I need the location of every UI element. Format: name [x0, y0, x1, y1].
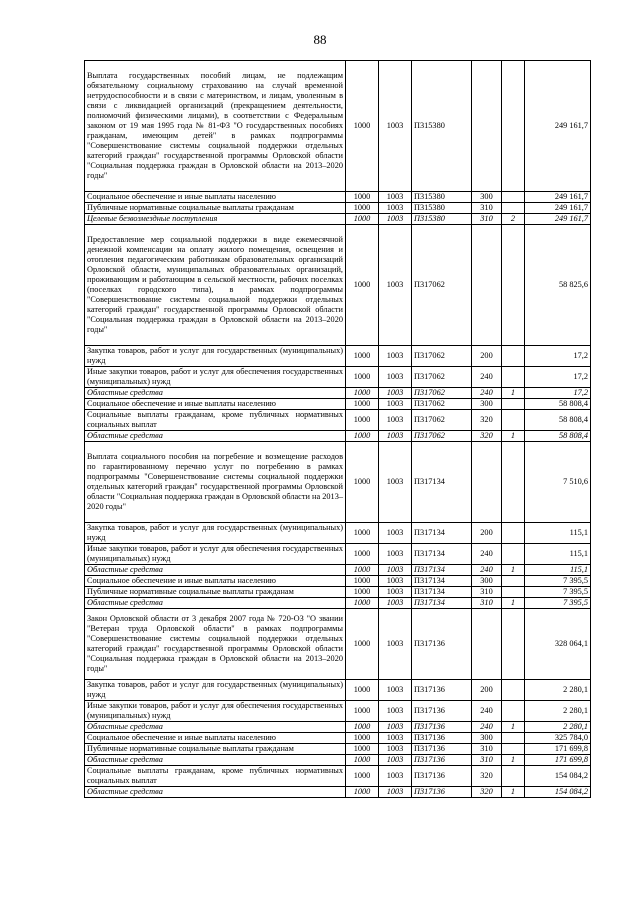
subsection-cell: 1003 [379, 766, 412, 787]
section-cell: 1000 [346, 388, 379, 399]
target-code-cell: П317136 [412, 733, 472, 744]
row-name-cell: Закупка товаров, работ и услуг для государственных (муниципальных) нужд [85, 523, 346, 544]
table-row [85, 225, 591, 346]
section-cell: 1000 [346, 766, 379, 787]
expense-type-cell: 310 [472, 214, 502, 225]
section-cell: 1000 [346, 367, 379, 388]
target-code-cell: П317134 [412, 523, 472, 544]
amount-cell: 249 161,7 [525, 61, 591, 192]
expense-type-cell: 300 [472, 399, 502, 410]
target-code-cell: П317136 [412, 701, 472, 722]
subsection-cell: 1003 [379, 544, 412, 565]
expense-type-cell [472, 442, 502, 523]
target-code-cell: П317062 [412, 399, 472, 410]
table-row [85, 367, 591, 388]
amount-cell: 17,2 [525, 367, 591, 388]
amount-cell: 115,1 [525, 565, 591, 576]
subsection-cell: 1003 [379, 442, 412, 523]
table-row [85, 544, 591, 565]
target-code-cell: П315380 [412, 192, 472, 203]
amount-cell: 249 161,7 [525, 203, 591, 214]
funding-source-cell: 2 [502, 214, 525, 225]
section-cell: 1000 [346, 442, 379, 523]
subsection-cell: 1003 [379, 523, 412, 544]
target-code-cell: П317134 [412, 442, 472, 523]
section-cell: 1000 [346, 576, 379, 587]
expense-type-cell [472, 225, 502, 346]
section-cell: 1000 [346, 214, 379, 225]
subsection-cell: 1003 [379, 576, 412, 587]
amount-cell: 249 161,7 [525, 214, 591, 225]
row-name-cell: Целевые безвозмездные поступления [85, 214, 346, 225]
expense-type-cell: 310 [472, 744, 502, 755]
funding-source-cell [502, 203, 525, 214]
table-row [85, 766, 591, 787]
subsection-cell: 1003 [379, 388, 412, 399]
expense-type-cell: 240 [472, 367, 502, 388]
amount-cell: 171 699,8 [525, 744, 591, 755]
table-row [85, 442, 591, 523]
target-code-cell: П317134 [412, 576, 472, 587]
expense-type-cell: 310 [472, 598, 502, 609]
target-code-cell: П317134 [412, 598, 472, 609]
section-cell: 1000 [346, 410, 379, 431]
section-cell: 1000 [346, 733, 379, 744]
target-code-cell: П317136 [412, 680, 472, 701]
subsection-cell: 1003 [379, 410, 412, 431]
row-name-cell: Выплата государственных пособий лицам, не подлежащим обязательному социальному страхованию на случай временной нетрудоспособности и в связи с материнством, и лицам, уволенным в связи с ликвидацией организаций (прекращением деятельности, полномочий физическими лицами), в соответствии с Федеральным законом от 19 мая 1995 года № 81-ФЗ "О государственных пособиях гражданам, имеющим детей" в рамках подпрограммы "Совершенствование системы социальной поддержки отдельных категорий граждан" государственной программы Орловской области "Социальная поддержка граждан в Орловской области на 2013–2020 годы" [85, 61, 346, 192]
section-cell: 1000 [346, 544, 379, 565]
funding-source-cell: 1 [502, 431, 525, 442]
section-cell: 1000 [346, 609, 379, 680]
expense-type-cell: 320 [472, 431, 502, 442]
subsection-cell: 1003 [379, 203, 412, 214]
funding-source-cell [502, 225, 525, 346]
expense-type-cell: 320 [472, 410, 502, 431]
expense-type-cell: 310 [472, 203, 502, 214]
amount-cell: 2 280,1 [525, 680, 591, 701]
expense-type-cell: 300 [472, 576, 502, 587]
subsection-cell: 1003 [379, 680, 412, 701]
section-cell: 1000 [346, 399, 379, 410]
amount-cell: 249 161,7 [525, 192, 591, 203]
table-row [85, 523, 591, 544]
funding-source-cell: 1 [502, 722, 525, 733]
section-cell: 1000 [346, 598, 379, 609]
table-row [85, 598, 591, 609]
funding-source-cell [502, 609, 525, 680]
row-name-cell: Закон Орловской области от 3 декабря 2007 года № 720-ОЗ "О звании "Ветеран труда Орловской области" в рамках подпрограммы "Совершенствование системы социальной поддержки отдельных категорий граждан" государственной программы Орловской области "Социальная поддержка граждан в Орловской области на 2013–2020 годы" [85, 609, 346, 680]
expense-type-cell: 240 [472, 701, 502, 722]
table-row [85, 680, 591, 701]
table-row [85, 733, 591, 744]
expense-type-cell: 240 [472, 722, 502, 733]
amount-cell: 7 395,5 [525, 587, 591, 598]
funding-source-cell [502, 680, 525, 701]
subsection-cell: 1003 [379, 399, 412, 410]
amount-cell: 2 280,1 [525, 701, 591, 722]
target-code-cell: П317136 [412, 755, 472, 766]
funding-source-cell: 1 [502, 598, 525, 609]
table-row [85, 565, 591, 576]
expense-type-cell: 240 [472, 544, 502, 565]
table-row [85, 388, 591, 399]
target-code-cell: П317136 [412, 787, 472, 798]
funding-source-cell [502, 410, 525, 431]
table-row [85, 203, 591, 214]
section-cell: 1000 [346, 680, 379, 701]
funding-source-cell: 1 [502, 565, 525, 576]
subsection-cell: 1003 [379, 587, 412, 598]
target-code-cell: П317062 [412, 346, 472, 367]
amount-cell: 7 395,5 [525, 576, 591, 587]
funding-source-cell [502, 744, 525, 755]
row-name-cell: Закупка товаров, работ и услуг для государственных (муниципальных) нужд [85, 680, 346, 701]
table-row [85, 192, 591, 203]
row-name-cell: Социальные выплаты гражданам, кроме публичных нормативных социальных выплат [85, 410, 346, 431]
section-cell: 1000 [346, 587, 379, 598]
expense-type-cell: 240 [472, 388, 502, 399]
subsection-cell: 1003 [379, 755, 412, 766]
expense-type-cell: 310 [472, 587, 502, 598]
amount-cell: 58 808,4 [525, 410, 591, 431]
row-name-cell: Иные закупки товаров, работ и услуг для обеспечения государственных (муниципальных) нужд [85, 367, 346, 388]
expense-type-cell [472, 61, 502, 192]
expense-type-cell: 320 [472, 787, 502, 798]
subsection-cell: 1003 [379, 61, 412, 192]
target-code-cell: П317136 [412, 744, 472, 755]
row-name-cell: Социальное обеспечение и иные выплаты населению [85, 576, 346, 587]
amount-cell: 17,2 [525, 346, 591, 367]
row-name-cell: Иные закупки товаров, работ и услуг для обеспечения государственных (муниципальных) нужд [85, 544, 346, 565]
amount-cell: 7 510,6 [525, 442, 591, 523]
section-cell: 1000 [346, 523, 379, 544]
funding-source-cell [502, 766, 525, 787]
subsection-cell: 1003 [379, 733, 412, 744]
subsection-cell: 1003 [379, 787, 412, 798]
funding-source-cell [502, 523, 525, 544]
funding-source-cell [502, 701, 525, 722]
amount-cell: 325 784,0 [525, 733, 591, 744]
subsection-cell: 1003 [379, 346, 412, 367]
target-code-cell: П317134 [412, 587, 472, 598]
table-row [85, 399, 591, 410]
funding-source-cell [502, 399, 525, 410]
table-body [85, 61, 591, 798]
section-cell: 1000 [346, 744, 379, 755]
table-row [85, 431, 591, 442]
target-code-cell: П315380 [412, 203, 472, 214]
row-name-cell: Социальное обеспечение и иные выплаты населению [85, 733, 346, 744]
target-code-cell: П317136 [412, 722, 472, 733]
expense-type-cell: 320 [472, 766, 502, 787]
section-cell: 1000 [346, 431, 379, 442]
row-name-cell: Выплата социального пособия на погребение и возмещение расходов по гарантированному перечню услуг по погребению в рамках подпрограммы "Совершенствование системы социальной поддержки отдельных категорий граждан" государственной программы Орловской области "Социальная поддержка граждан в Орловской области на 2013–2020 годы" [85, 442, 346, 523]
amount-cell: 115,1 [525, 523, 591, 544]
expense-type-cell: 310 [472, 755, 502, 766]
table-row [85, 214, 591, 225]
row-name-cell: Социальное обеспечение и иные выплаты населению [85, 399, 346, 410]
table-row [85, 744, 591, 755]
section-cell: 1000 [346, 203, 379, 214]
row-name-cell: Областные средства [85, 755, 346, 766]
funding-source-cell [502, 733, 525, 744]
row-name-cell: Областные средства [85, 722, 346, 733]
amount-cell: 154 084,2 [525, 787, 591, 798]
subsection-cell: 1003 [379, 722, 412, 733]
amount-cell: 154 084,2 [525, 766, 591, 787]
row-name-cell: Иные закупки товаров, работ и услуг для обеспечения государственных (муниципальных) нужд [85, 701, 346, 722]
row-name-cell: Закупка товаров, работ и услуг для государственных (муниципальных) нужд [85, 346, 346, 367]
table-row [85, 722, 591, 733]
subsection-cell: 1003 [379, 598, 412, 609]
target-code-cell: П317062 [412, 225, 472, 346]
subsection-cell: 1003 [379, 367, 412, 388]
expense-type-cell: 200 [472, 346, 502, 367]
funding-source-cell [502, 192, 525, 203]
amount-cell: 115,1 [525, 544, 591, 565]
amount-cell: 58 808,4 [525, 399, 591, 410]
section-cell: 1000 [346, 565, 379, 576]
target-code-cell: П317062 [412, 431, 472, 442]
table-row [85, 61, 591, 192]
table-row [85, 346, 591, 367]
target-code-cell: П317062 [412, 367, 472, 388]
section-cell: 1000 [346, 722, 379, 733]
amount-cell: 2 280,1 [525, 722, 591, 733]
target-code-cell: П317136 [412, 609, 472, 680]
amount-cell: 58 808,4 [525, 431, 591, 442]
target-code-cell: П315380 [412, 214, 472, 225]
expense-type-cell: 240 [472, 565, 502, 576]
target-code-cell: П317134 [412, 565, 472, 576]
funding-source-cell [502, 587, 525, 598]
table-row [85, 576, 591, 587]
section-cell: 1000 [346, 192, 379, 203]
budget-table [84, 60, 591, 798]
table-row [85, 755, 591, 766]
funding-source-cell: 1 [502, 388, 525, 399]
subsection-cell: 1003 [379, 744, 412, 755]
row-name-cell: Предоставление мер социальной поддержки в виде ежемесячной денежной компенсации на оплату жилого помещения, освещения и отопления педагогическим работникам образовательных организаций Орловской области, муниципальных образовательных организаций, проживающим и работающим в сельской местности, рабочих поселках (поселках городского типа), в рамках подпрограммы "Совершенствование системы социальной поддержки отдельных категорий граждан" государственной программы Орловской области "Социальная поддержка граждан в Орловской области на 2013–2020 годы" [85, 225, 346, 346]
row-name-cell: Социальные выплаты гражданам, кроме публичных нормативных социальных выплат [85, 766, 346, 787]
funding-source-cell [502, 576, 525, 587]
table-row [85, 701, 591, 722]
target-code-cell: П317062 [412, 388, 472, 399]
expense-type-cell [472, 609, 502, 680]
amount-cell: 328 064,1 [525, 609, 591, 680]
subsection-cell: 1003 [379, 609, 412, 680]
subsection-cell: 1003 [379, 565, 412, 576]
amount-cell: 17,2 [525, 388, 591, 399]
funding-source-cell [502, 442, 525, 523]
subsection-cell: 1003 [379, 431, 412, 442]
section-cell: 1000 [346, 225, 379, 346]
subsection-cell: 1003 [379, 214, 412, 225]
row-name-cell: Областные средства [85, 787, 346, 798]
target-code-cell: П317062 [412, 410, 472, 431]
expense-type-cell: 200 [472, 680, 502, 701]
amount-cell: 7 395,5 [525, 598, 591, 609]
section-cell: 1000 [346, 787, 379, 798]
section-cell: 1000 [346, 346, 379, 367]
row-name-cell: Областные средства [85, 598, 346, 609]
funding-source-cell [502, 346, 525, 367]
table-row [85, 609, 591, 680]
table-row [85, 787, 591, 798]
section-cell: 1000 [346, 755, 379, 766]
section-cell: 1000 [346, 61, 379, 192]
amount-cell: 58 825,6 [525, 225, 591, 346]
table-row [85, 410, 591, 431]
expense-type-cell: 300 [472, 733, 502, 744]
funding-source-cell [502, 61, 525, 192]
row-name-cell: Социальное обеспечение и иные выплаты населению [85, 192, 346, 203]
amount-cell: 171 699,8 [525, 755, 591, 766]
funding-source-cell [502, 544, 525, 565]
target-code-cell: П317134 [412, 544, 472, 565]
row-name-cell: Областные средства [85, 431, 346, 442]
subsection-cell: 1003 [379, 701, 412, 722]
target-code-cell: П315380 [412, 61, 472, 192]
row-name-cell: Публичные нормативные социальные выплаты гражданам [85, 203, 346, 214]
funding-source-cell [502, 367, 525, 388]
funding-source-cell: 1 [502, 787, 525, 798]
row-name-cell: Публичные нормативные социальные выплаты гражданам [85, 587, 346, 598]
expense-type-cell: 300 [472, 192, 502, 203]
target-code-cell: П317136 [412, 766, 472, 787]
section-cell: 1000 [346, 701, 379, 722]
table-row [85, 587, 591, 598]
row-name-cell: Публичные нормативные социальные выплаты гражданам [85, 744, 346, 755]
expense-type-cell: 200 [472, 523, 502, 544]
page-number: 88 [313, 32, 327, 47]
row-name-cell: Областные средства [85, 388, 346, 399]
row-name-cell: Областные средства [85, 565, 346, 576]
subsection-cell: 1003 [379, 225, 412, 346]
subsection-cell: 1003 [379, 192, 412, 203]
funding-source-cell: 1 [502, 755, 525, 766]
